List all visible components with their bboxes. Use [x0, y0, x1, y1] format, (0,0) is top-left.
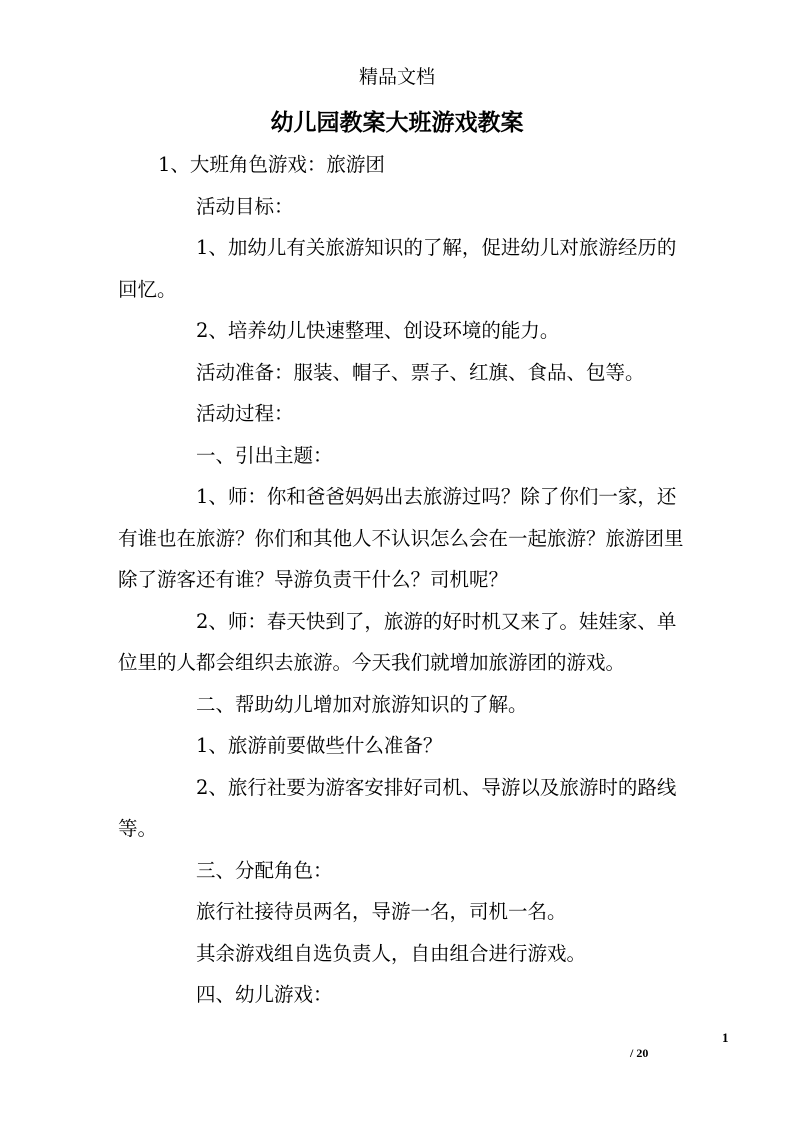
section-heading: 1、大班角色游戏：旅游团 [158, 153, 385, 176]
paragraph: 其余游戏组自选负责人，自由组合进行游戏。 [196, 941, 587, 965]
page-header: 精品文档 [358, 66, 435, 88]
paragraph: 四、幼儿游戏： [196, 983, 333, 1006]
paragraph: 1、旅游前要做些什么准备？ [196, 734, 443, 757]
paragraph: 三、分配角色： [196, 858, 333, 882]
paragraph: 2、师：春天快到了，旅游的好时机又来了。娃娃家、单位里的人都会组织去旅游。今天我们就增加旅游团的游戏。 [118, 609, 677, 674]
paragraph: 2、培养幼儿快速整理、创设环境的能力。 [196, 319, 560, 342]
paragraph: 旅行社接待员两名，导游一名，司机一名。 [196, 900, 567, 923]
paragraph: 活动过程： [196, 402, 294, 425]
document-body [118, 144, 688, 1016]
page-total: / 20 [630, 1046, 649, 1060]
paragraph: 1、师：你和爸爸妈妈出去旅游过吗？除了你们一家，还有谁也在旅游？你们和其他人不认识怎么会在一起旅游？旅游团里除了游客还有谁？导游负责干什么？司机呢？ [118, 485, 684, 591]
paragraph: 1、加幼儿有关旅游知识的了解，促进幼儿对旅游经历的回忆。 [118, 236, 677, 301]
paragraph: 一、引出主题： [196, 443, 333, 467]
paragraph: 二、帮助幼儿增加对旅游知识的了解。 [196, 692, 528, 716]
page-number: 1 [722, 1030, 729, 1045]
paragraph: 活动目标： [196, 194, 294, 218]
paragraph: 活动准备：服装、帽子、票子、红旗、食品、包等。 [196, 360, 645, 384]
paragraph: 2、旅行社要为游客安排好司机、导游以及旅游时的路线等。 [118, 775, 677, 840]
document-title: 幼儿园教案大班游戏教案 [270, 109, 524, 136]
